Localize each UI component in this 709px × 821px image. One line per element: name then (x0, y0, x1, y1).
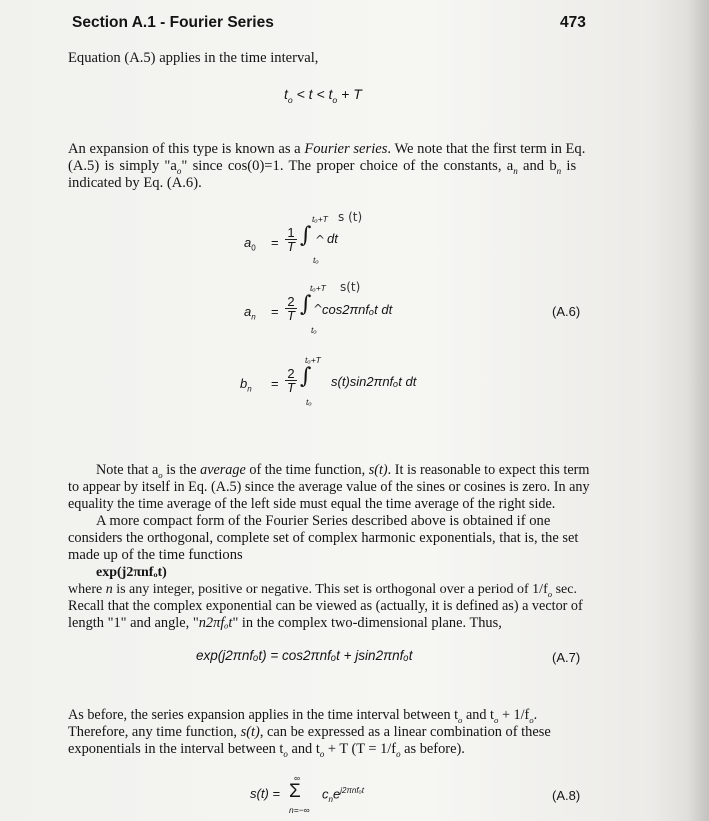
p5-t0-sub-2: o (493, 714, 499, 725)
eq-a6-label: (A.6) (552, 304, 581, 319)
p5-l2a: Therefore, any time function, (68, 724, 241, 740)
p5-l3-sub-2: o (319, 748, 325, 759)
p3-l1b: is the (162, 462, 201, 478)
section-label: Section A.1 (72, 14, 156, 31)
eq-an-num: 2 (285, 295, 297, 309)
p2-a0-sub: o (176, 165, 182, 176)
eq-a8-c: c (322, 786, 329, 802)
eq-an-upper-limit: tₒ+T (310, 283, 326, 293)
p4-angle: n2πfₒt (198, 615, 233, 631)
eq-an-lower-limit: tₒ (311, 325, 317, 335)
p2-l2a: (A.5) is simply "a (68, 158, 177, 174)
eq-a0-lhs-a: a (244, 235, 252, 250)
p4-l5d: sec. (552, 582, 577, 597)
eq-an-lhs-sub: n (251, 312, 256, 322)
eq-a8-c-sub: n (328, 794, 333, 804)
eq-a7: exp(j2πnfₒt) = cos2πnfₒt + jsin2πnfₒt (196, 648, 413, 663)
eq-a0-den: T (287, 239, 295, 254)
eq-bn-lhs (240, 376, 252, 394)
eq-bn-lhs-b: b (240, 376, 248, 391)
p5-l3d: as before). (400, 741, 465, 757)
eq-a8-label: (A.8) (552, 788, 581, 803)
p4-l5a: where (68, 582, 106, 597)
paragraph-3-line-2: to appear by itself in Eq. (A.5) since the average value of the sines or cosines is zero. In any (68, 479, 590, 495)
paragraph-3-line-3: equality the time average of the left side must equal the time average of the right side. (68, 496, 556, 512)
eq-an-fraction (285, 295, 297, 323)
eq-a0-num: 1 (285, 226, 297, 240)
p5-l2c: , can be expressed as a linear combination of these (259, 724, 551, 740)
p4-l7a: length "1" and angle, " (68, 615, 199, 631)
paragraph-4-line-2: considers the orthogonal, complete set of complex harmonic exponentials, that is, the set (68, 530, 579, 546)
p4-f0-sub: o (547, 588, 553, 599)
section-title: - Fourier Series (155, 14, 274, 31)
eq-bn-lhs-sub: n (247, 384, 252, 394)
p5-l3a: exponentials in the interval between t (68, 741, 284, 757)
p5-l1c: + 1/f (498, 707, 530, 723)
paragraph-4-line-7 (68, 615, 502, 632)
eq-an-handwritten: s(t) (340, 280, 361, 294)
eq-a7-label: (A.7) (552, 650, 581, 665)
eq-bn-fraction (285, 367, 297, 395)
eq-bn-lower-limit: tₒ (306, 397, 312, 407)
equation-interval (284, 86, 362, 105)
p3-l1a: Note that a (96, 462, 159, 478)
eq-interval-sub-1: o (287, 94, 293, 105)
eq-a0-integral-sign: ∫ (300, 223, 312, 248)
p2-an-sub: n (513, 165, 518, 176)
p2-l2d: is (561, 158, 577, 174)
p5-l3c: + T (T = 1/f (324, 741, 397, 757)
eq-a8-sigma: Σ (289, 781, 301, 802)
section-header (72, 14, 274, 32)
eq-a0-fraction (285, 226, 297, 254)
eq-a0-caret: ^ (315, 233, 326, 247)
eq-a0-handwritten: s (t) (338, 210, 363, 224)
p4-n: n (105, 582, 113, 597)
eq-interval-sub-2: o (332, 94, 338, 105)
p2-l2b: " since cos(0)=1. The proper choice of the constants, a (181, 158, 514, 174)
eq-a8-lhs: s(t) = (250, 786, 280, 801)
eq-an-body: cos2πnfₒt dt (322, 302, 393, 317)
paragraph-4-line-1: A more compact form of the Fourier Series described above is obtained if one (96, 513, 551, 529)
p5-l1a: As before, the series expansion applies in the time interval between t (68, 707, 459, 723)
eq-an-caret: ^ (313, 302, 324, 316)
eq-an-equals: = (271, 304, 279, 319)
eq-a8-upper-limit: ∞ (294, 773, 301, 783)
eq-bn-integral-sign: ∫ (300, 364, 312, 389)
p2-l2c: and b (517, 158, 557, 174)
p5-l3-sub-1: o (283, 748, 288, 759)
p5-l3b: and t (287, 741, 320, 757)
p3-average: average (200, 462, 246, 478)
eq-a0-lhs (244, 235, 256, 253)
p5-l1d: . (533, 707, 538, 723)
paragraph-4-line-6: Recall that the complex exponential can be viewed as (actually, it is defined as) a vector of (68, 598, 583, 614)
paragraph-2-line-3: indicated by Eq. (A.6). (68, 175, 202, 191)
eq-a8-lower-limit: n=−∞ (289, 805, 310, 815)
eq-an-lhs (244, 304, 256, 322)
p5-t0-sub-1: o (458, 714, 463, 725)
eq-an-den: T (287, 308, 295, 323)
eq-a0-upper-limit: tₒ+T (312, 214, 328, 224)
p3-a0-sub: o (158, 469, 163, 480)
eq-interval-end: + T (337, 86, 362, 102)
eq-a8-e: e (332, 786, 341, 802)
eq-an-integral-sign: ∫ (300, 292, 312, 317)
paragraph-5-line-3 (68, 741, 465, 763)
p2-bn-sub: n (556, 165, 562, 176)
eq-bn-num: 2 (285, 367, 297, 381)
p4-l5c: is any integer, positive or negative. This set is orthogonal over a period of 1/f (112, 582, 548, 597)
p2-text-c: . We note that the first term in Eq. (387, 141, 586, 157)
page-edge-shadow (687, 0, 709, 821)
eq-bn-upper-limit: tₒ+T (305, 355, 321, 365)
p3-st: s(t) (368, 462, 388, 478)
paragraph-5-line-2 (68, 724, 551, 741)
p5-st: s(t) (240, 724, 260, 740)
eq-bn-den: T (287, 380, 295, 395)
eq-a0-lower-limit: tₒ (313, 255, 319, 265)
eq-a0-lhs-sub: 0 (251, 243, 256, 253)
p4-l7c: " in the complex two-dimensional plane. Thus, (232, 615, 502, 631)
eq-bn-body: s(t)sin2πnfₒt dt (331, 374, 417, 389)
eq-bn-equals: = (271, 376, 279, 391)
eq-a0-dt: dt (327, 231, 338, 246)
p2-fourier-series: Fourier series (304, 141, 388, 157)
eq-a8-body (322, 786, 364, 804)
eq-a0-equals: = (271, 235, 279, 250)
paragraph-2-line-1 (68, 141, 585, 158)
p2-text-a: An expansion of this type is known as a (68, 141, 305, 157)
p3-l1d: of the time function, (245, 462, 369, 478)
p3-l1f: . It is reasonable to expect this term (387, 462, 590, 478)
p5-l1b: and t (462, 707, 494, 723)
paragraph-4-exp: exp(j2πnfₒt) (96, 565, 167, 580)
eq-interval-mid: < t < t (292, 86, 333, 102)
paragraph-4-line-3: made up of the time functions (68, 547, 243, 563)
p5-l3-sub-3: o (396, 748, 401, 759)
eq-a8-exponent: j2πnfₒt (340, 786, 364, 795)
eq-an-lhs-a: a (244, 304, 252, 319)
eq-interval-t0: t (284, 86, 288, 102)
page-number: 473 (560, 14, 586, 31)
paragraph-1: Equation (A.5) applies in the time interval, (68, 50, 319, 66)
p5-f0-sub: o (529, 714, 534, 725)
